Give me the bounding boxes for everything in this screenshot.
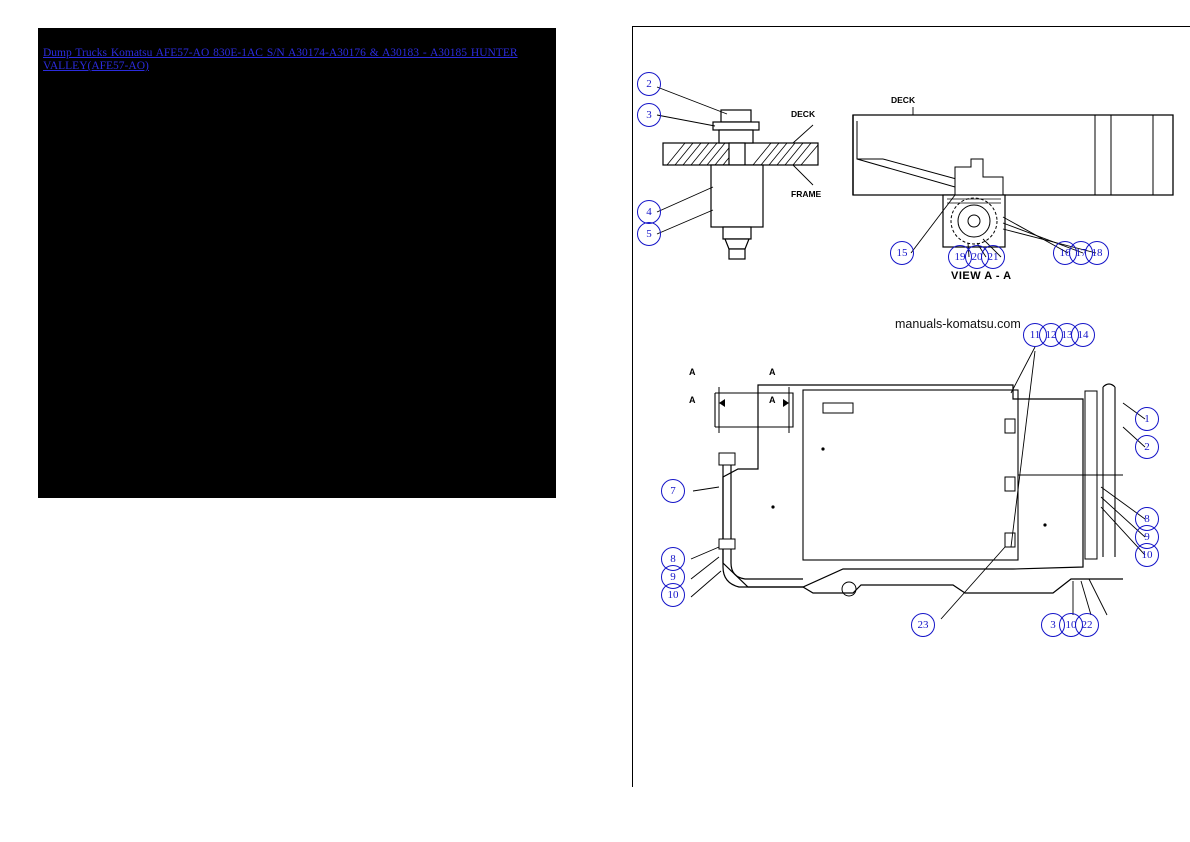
balloon-9r[interactable]: 9 xyxy=(1135,525,1159,549)
balloon-11[interactable]: 11 xyxy=(1023,323,1047,347)
balloon-16[interactable]: 16 xyxy=(1053,241,1077,265)
balloon-2b[interactable]: 2 xyxy=(1135,435,1159,459)
main-assembly-drawing xyxy=(653,357,1173,647)
section-mark-a-right-top: A xyxy=(769,367,776,377)
balloon-3b[interactable]: 3 xyxy=(1041,613,1065,637)
balloon-17[interactable]: 17 xyxy=(1069,241,1093,265)
balloon-13[interactable]: 13 xyxy=(1055,323,1079,347)
balloon-22[interactable]: 22 xyxy=(1075,613,1099,637)
breadcrumb[interactable] xyxy=(43,47,543,73)
balloon-12[interactable]: 12 xyxy=(1039,323,1063,347)
balloon-4[interactable]: 4 xyxy=(637,200,661,224)
balloon-20[interactable]: 20 xyxy=(965,245,989,269)
section-mark-a-left: A xyxy=(689,395,696,405)
breadcrumb-link[interactable]: Dump Trucks Komatsu AFE57-AO 830E-1AC S/N A30174-A30176 & A30183 - A30185 HUNTER VALLEY(AFE57-AO) xyxy=(43,47,518,72)
balloon-8l[interactable]: 8 xyxy=(661,547,685,571)
watermark-text: manuals-komatsu.com xyxy=(895,317,1021,331)
balloon-2[interactable]: 2 xyxy=(637,72,661,96)
balloon-10l[interactable]: 10 xyxy=(661,583,685,607)
balloon-7[interactable]: 7 xyxy=(661,479,685,503)
balloon-1[interactable]: 1 xyxy=(1135,407,1159,431)
balloon-18[interactable]: 18 xyxy=(1085,241,1109,265)
balloon-19[interactable]: 19 xyxy=(948,245,972,269)
section-mark-a-left-top: A xyxy=(689,367,696,377)
balloon-23[interactable]: 23 xyxy=(911,613,935,637)
balloon-8r[interactable]: 8 xyxy=(1135,507,1159,531)
document-preview-panel xyxy=(38,28,556,498)
balloon-9l[interactable]: 9 xyxy=(661,565,685,589)
section-mark-a-right: A xyxy=(769,395,776,405)
balloon-3[interactable]: 3 xyxy=(637,103,661,127)
parts-diagram xyxy=(632,26,1190,787)
view-aa-label: VIEW A - A xyxy=(951,270,1012,282)
frame-label-top-left: FRAME xyxy=(791,189,822,199)
deck-label-top-left: DECK xyxy=(791,109,816,119)
balloon-15[interactable]: 15 xyxy=(890,241,914,265)
balloon-21[interactable]: 21 xyxy=(981,245,1005,269)
balloon-14[interactable]: 14 xyxy=(1071,323,1095,347)
balloon-5[interactable]: 5 xyxy=(637,222,661,246)
deck-label-top-right: DECK xyxy=(891,95,916,105)
balloon-10b[interactable]: 10 xyxy=(1059,613,1083,637)
balloon-10r[interactable]: 10 xyxy=(1135,543,1159,567)
